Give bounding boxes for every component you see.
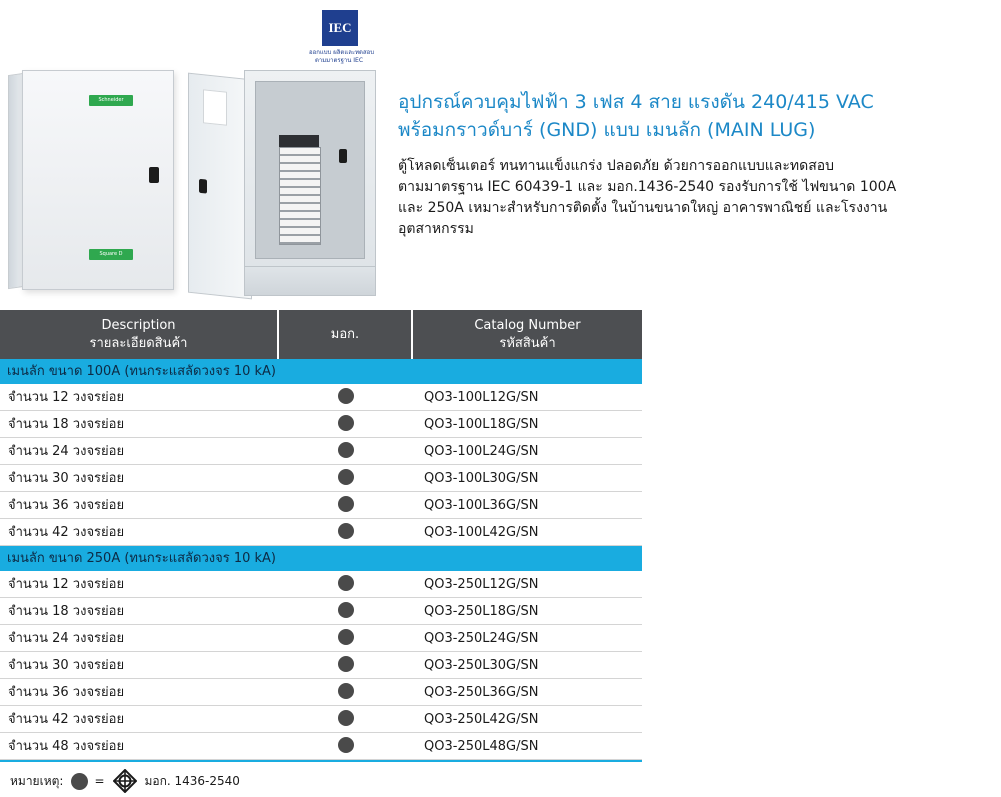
cabinet-door [188, 73, 252, 300]
table-header [0, 310, 642, 359]
cabinet-label-bottom [89, 249, 133, 260]
table-body [0, 359, 642, 760]
tis-dot-icon [338, 523, 354, 539]
tis-dot-icon [338, 737, 354, 753]
section-header-2: เมนลัก ขนาด 250A (ทนกระแสลัดวงจร 10 kA) [0, 546, 642, 571]
row-catalog-number: QO3-250L36G/SN [424, 685, 539, 700]
breaker-array [279, 147, 321, 245]
table-row [0, 465, 642, 492]
row-catalog-number: QO3-100L18G/SN [424, 417, 539, 432]
product-image-open [188, 70, 380, 306]
product-image-closed [8, 68, 178, 293]
tis-dot-icon [338, 656, 354, 672]
row-catalog-number: QO3-250L18G/SN [424, 604, 539, 619]
row-description: จำนวน 12 วงจรย่อย [8, 577, 125, 592]
row-description: จำนวน 42 วงจรย่อย [8, 712, 125, 727]
table-row [0, 384, 642, 411]
table-row [0, 733, 642, 760]
header-standard [279, 310, 413, 359]
product-table [0, 310, 642, 762]
row-standard [279, 438, 413, 464]
row-catalog-number: QO3-250L42G/SN [424, 712, 539, 727]
footnote-label: หมายเหตุ: [10, 773, 64, 788]
cabinet-box-latch [339, 149, 347, 163]
row-standard [279, 706, 413, 732]
tis-dot-icon [338, 415, 354, 431]
table-row [0, 652, 642, 679]
cabinet-base [244, 266, 376, 296]
row-standard [279, 625, 413, 651]
tis-dot-icon [338, 683, 354, 699]
row-standard [279, 519, 413, 545]
footnote-equals: = [94, 774, 105, 788]
description-line-3: และ 250A เหมาะสำหรับการติดตั้ง ในบ้านขนาดใหญ่ อาคารพาณิชย์ และโรงงาน [398, 200, 888, 216]
header-description [0, 310, 279, 359]
row-description: จำนวน 18 วงจรย่อย [8, 417, 125, 432]
table-row [0, 438, 642, 465]
row-catalog-number: QO3-100L24G/SN [424, 444, 539, 459]
row-description: จำนวน 12 วงจรย่อย [8, 390, 125, 405]
tis-dot-icon [338, 469, 354, 485]
header-description-th: รายละเอียดสินค้า [89, 335, 188, 351]
tis-dot-icon [338, 575, 354, 591]
table-row [0, 706, 642, 733]
cabinet-label-bottom-text: Square D [99, 251, 123, 257]
title-line-1: อุปกรณ์ควบคุมไฟฟ้า 3 เฟส 4 สาย แรงดัน 240/415 VAC [398, 91, 874, 113]
title-line-2: พร้อมกราวด์บาร์ (GND) แบบ เมนลัก (MAIN LUG) [398, 119, 816, 141]
row-standard [279, 465, 413, 491]
row-catalog-number: QO3-250L24G/SN [424, 631, 539, 646]
row-standard [279, 733, 413, 759]
row-catalog-number: QO3-100L36G/SN [424, 498, 539, 513]
row-standard [279, 492, 413, 518]
table-row [0, 598, 642, 625]
door-label-sheet [203, 89, 227, 126]
row-description: จำนวน 36 วงจรย่อย [8, 498, 125, 513]
table-row [0, 411, 642, 438]
row-description: จำนวน 48 วงจรย่อย [8, 739, 125, 754]
tis-dot-icon [338, 496, 354, 512]
row-standard [279, 679, 413, 705]
cabinet-front [22, 70, 174, 290]
cabinet-label-top [89, 95, 133, 106]
header-standard-label: มอก. [330, 326, 360, 342]
tis-dot-icon [338, 442, 354, 458]
tis-dot-icon [338, 710, 354, 726]
row-description: จำนวน 24 วงจรย่อย [8, 444, 125, 459]
tis-dot-icon [338, 388, 354, 404]
header-catalog-en: Catalog Number [474, 317, 581, 333]
cabinet-latch [149, 167, 159, 183]
footnote-standard: มอก. 1436-2540 [144, 773, 240, 788]
row-description: จำนวน 24 วงจรย่อย [8, 631, 125, 646]
table-row [0, 571, 642, 598]
row-standard [279, 411, 413, 437]
tis-dot-icon [338, 602, 354, 618]
main-breaker [279, 135, 319, 147]
header-catalog-th: รหัสสินค้า [499, 335, 556, 351]
row-catalog-number: QO3-100L30G/SN [424, 471, 539, 486]
row-description: จำนวน 30 วงจรย่อย [8, 658, 125, 673]
tis-mark-icon [113, 769, 137, 793]
row-standard [279, 598, 413, 624]
row-standard [279, 384, 413, 410]
header-description-en: Description [101, 317, 176, 333]
cabinet-box [244, 70, 376, 268]
description-line-1: ตู้โหลดเซ็นเตอร์ ทนทานแข็งแกร่ง ปลอดภัย ด้วยการออกแบบและทดสอบ [398, 158, 835, 174]
row-description: จำนวน 30 วงจรย่อย [8, 471, 125, 486]
section-header-1: เมนลัก ขนาด 100A (ทนกระแสลัดวงจร 10 kA) [0, 359, 642, 384]
description-line-2: ตามมาตรฐาน IEC 60439-1 และ มอก.1436-2540 รองรับการใช้ ไฟขนาด 100A [398, 179, 897, 195]
iec-logo-caption-2: ตามมาตรฐาน IEC [314, 57, 364, 64]
table-bottom-rule [0, 760, 642, 762]
row-standard [279, 571, 413, 597]
row-catalog-number: QO3-250L48G/SN [424, 739, 539, 754]
row-catalog-number: QO3-250L12G/SN [424, 577, 539, 592]
tis-dot-icon [338, 629, 354, 645]
table-row [0, 492, 642, 519]
row-description: จำนวน 36 วงจรย่อย [8, 685, 125, 700]
iec-logo-caption-1: ออกแบบ ผลิตและทดสอบ [309, 49, 375, 56]
page-title [398, 88, 998, 144]
footnote [10, 768, 240, 794]
iec-logo-mark: IEC [322, 10, 358, 46]
header-catalog [413, 310, 642, 359]
table-row [0, 679, 642, 706]
table-row [0, 519, 642, 546]
row-catalog-number: QO3-100L42G/SN [424, 525, 539, 540]
row-catalog-number: QO3-100L12G/SN [424, 390, 539, 405]
row-catalog-number: QO3-250L30G/SN [424, 658, 539, 673]
door-latch [199, 179, 207, 194]
product-description [398, 156, 988, 240]
row-description: จำนวน 18 วงจรย่อย [8, 604, 125, 619]
tis-dot-icon [71, 773, 88, 790]
description-line-4: อุตสาหกรรม [398, 221, 474, 237]
row-standard [279, 652, 413, 678]
row-description: จำนวน 42 วงจรย่อย [8, 525, 125, 540]
iec-logo [309, 10, 375, 70]
table-row [0, 625, 642, 652]
cabinet-label-top-text: Schneider [98, 97, 124, 103]
